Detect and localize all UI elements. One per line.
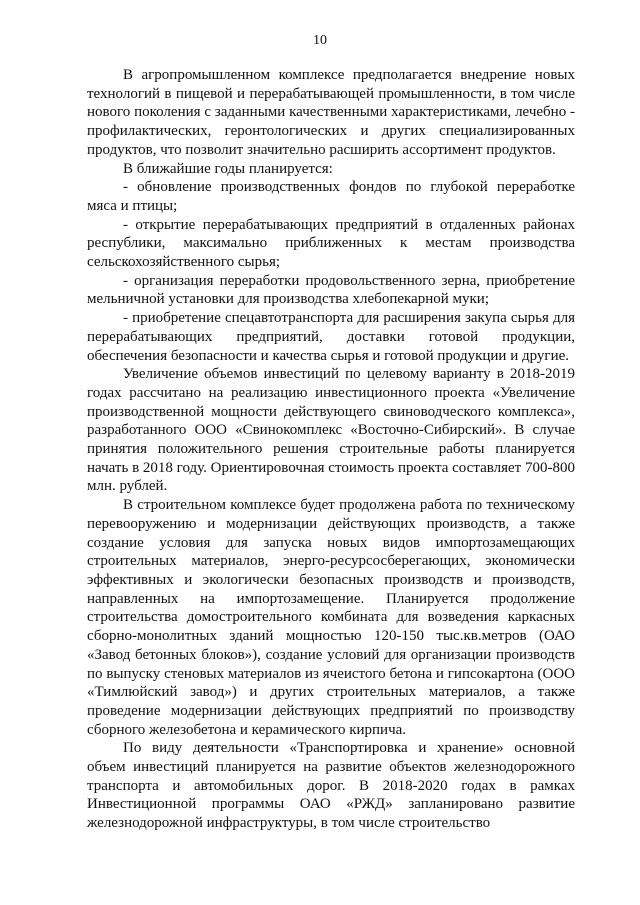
page-number: 10 xyxy=(313,33,327,48)
list-item-special-transport: - приобретение спецавтотранспорта для расширения закупа сырья для перерабатывающих предприятий, доставки готовой продукции, обеспечения безопасности и качества сырья и готовой продукции и другие. xyxy=(87,310,575,364)
document-body xyxy=(87,66,575,833)
paragraph-transport-storage: По виду деятельности «Транспортировка и хранение» основной объем инвестиций планируется на развитие объектов железнодорожного транспорта и автомобильных дорог. В 2018-2020 годах в рамках Инвестиционной программы ОАО «РЖД» запланировано развитие железнодорожной инфраструктуры, в том числе строительство xyxy=(87,740,575,832)
paragraph-pig-complex-investment: Увеличение объемов инвестиций по целевому варианту в 2018-2019 годах рассчитано на реализацию инвестиционного проекта «Увеличение производственной мощности действующего свиноводческого комплекса», разработанного ООО «Свинокомплекс «Восточно-Сибирский». В случае принятия положительного решения строительные работы планируется начать в 2018 году. Ориентировочная стоимость проекта составляет 700-800 млн. рублей. xyxy=(87,366,575,495)
paragraph-agro-technologies: В агропромышленном комплексе предполагается внедрение новых технологий в пищевой и перерабатывающей промышленности, в том числе нового поколения с заданными качественными характеристиками, лечебно - профилактических, геронтологических и других специализированных продуктов, что позволит значительно расширить ассортимент продуктов. xyxy=(87,67,575,158)
list-item-meat-processing: - обновление производственных фондов по глубокой переработке мяса и птицы; xyxy=(87,179,575,214)
list-item-remote-plants: - открытие перерабатывающих предприятий в отдаленных районах республики, максимально приближенных к местам производства сельскохозяйственного сырья; xyxy=(87,216,575,271)
list-item-grain-processing: - организация переработки продовольственного зерна, приобретение мельничной установки для производства хлебопекарной муки; xyxy=(87,272,575,308)
paragraph-plans-intro: В ближайшие годы планируется: xyxy=(123,160,333,177)
paragraph-construction-complex: В строительном комплексе будет продолжена работа по техническому перевооружению и модернизации действующих производств, а также создание условия для запуска новых видов импортозамещающих строительных материалов, энерго-ресурсосберегающих, экономически эффективных и экологически безопасных производств и производств, направленных на импортозамещение. Планируется продолжение строительства домостроительного комбината для возведения каркасных сборно-монолитных зданий мощностью 120-150 тыс.кв.метров (ОАО «Завод бетонных блоков»), создание условий для организации производств по выпуску стеновых материалов из ячеистого бетона и гипсокартона (ООО «Тимлюйский завод») и других строительных материалов, а также проведение модернизации действующих предприятий по производству сборного железобетона и керамического кирпича. xyxy=(87,497,575,738)
